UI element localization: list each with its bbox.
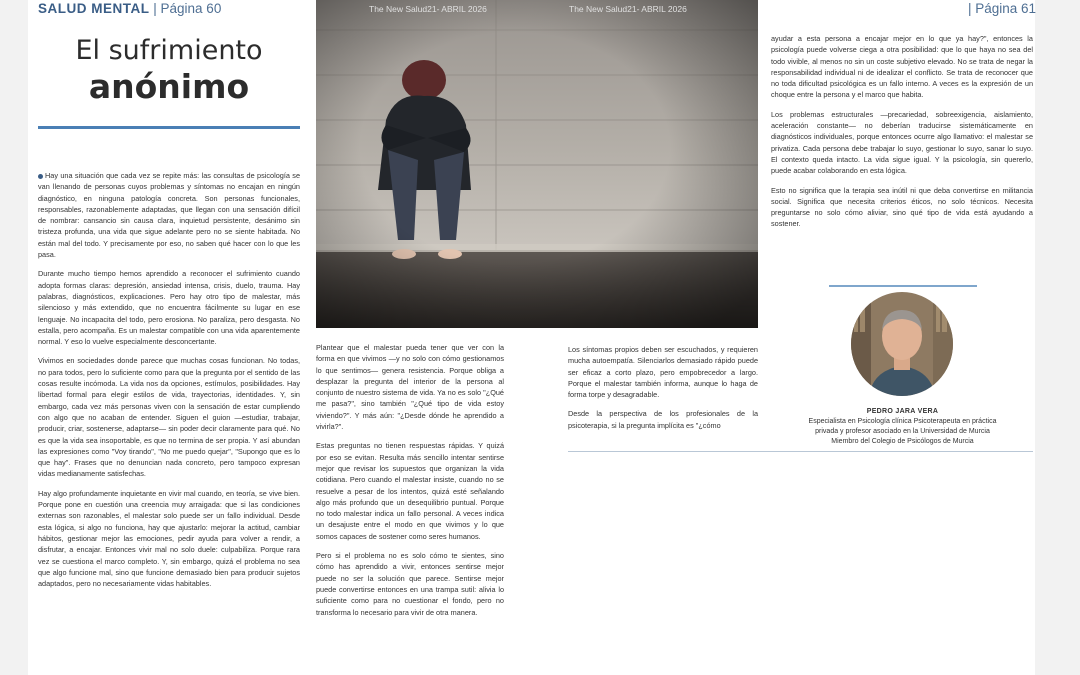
paragraph: Hay una situación que cada vez se repite más: las consultas de psicología se van llenando de personas cuyos problemas y síntomas no encajan en ningún diagnóstico, en ninguna patología concreta. Son personas funcionales, responsables, razonablemente adaptadas, que llegan con una sensación difícil de nombrar: cansancio sin causa clara, inquietud persistente, desánimo sin tristeza profunda, una vida que sigue adelante pero no se siente habitada. No están mal del todo. Y precisamente por eso, no saben qué hacer con lo que les pasa. xyxy=(38,171,300,260)
author-bio-line: privada y profesor asociado en la Universidad de Murcia xyxy=(815,428,990,435)
paragraph: Desde la perspectiva de los profesionales de la psicoterapia, si la pregunta implícita es "¿cómo xyxy=(568,409,758,430)
paragraph: Esto no significa que la terapia sea inútil ni que deba convertirse en militancia social. Significa que necesita criterios éticos, no solo técnicos. Necesita preguntarse no solo cómo aliviar, sino qué tipo de vida está ayudando a sostener. xyxy=(771,185,1033,229)
right-page-number: | Página 61 xyxy=(968,1,1037,16)
paragraph: Estas preguntas no tienen respuestas rápidas. Y quizá por eso se evitan. Resulta más sencillo intentar sentirse mejor que revisar los supuestos que organizan la vida cotidiana. Pero cuando el malestar insiste, cuando no se resuelve a pesar de los intentos, quizá esté señalando algo más profundo que un desequilibrio puntual. Porque no todo malestar indica un fallo personal. A veces indica un desajuste entre el modo en que vivimos y lo que somos capaces de sostener como seres humanos. xyxy=(316,441,504,541)
paragraph: Plantear que el malestar pueda tener que ver con la forma en que vivimos —y no solo con cómo gestionamos lo que sentimos— genera resistencia. Porque obliga a desplazar la pregunta del interior de la persona al conjunto de nuestro sistema de vida. Ya no es solo "¿Qué me pasa?", sino también "¿Qué tipo de vida estoy viviendo?". Y más aún: "¿Desde dónde he aprendido a vivirla?". xyxy=(316,343,504,432)
paragraph: Durante mucho tiempo hemos aprendido a reconocer el sufrimiento cuando adopta formas claras: depresión, ansiedad intensa, crisis, duelo, trauma. Hay palabras, diagnósticos, explicaciones. Pero hay otro tipo de malestar, más silencioso y más extendido, que no encuentra fácilmente su lugar en ese lenguaje. No incapacita del todo, pero erosiona. No paraliza, pero desgasta. No estalla, pero acompaña. Es un malestar compatible con una vida aparentemente normal. Y eso lo vuelve especialmente desconcertante. xyxy=(38,269,300,347)
paragraph: Vivimos en sociedades donde parece que muchas cosas funcionan. No todas, no para todos, pero lo suficiente como para que la pregunta por el sentido de las cosas resulte incómoda. La vida nos da opciones, estímulos, posibilidades. Hay libertad formal para elegir estilos de vida, trayectorias, identidades. Y, sin embargo, cada vez más personas viven con la sensación de estar cumpliendo con algo que no acaban de entender. Siguen el guion —estudiar, trabajar, producir, criar, sostenerse, adaptarse— sin poder decir claramente para qué. No es que la vida sea insoportable, es que no termina de ser propia. Y así abundan las expresiones como "Voy tirando", "No me puedo quejar", "Supongo que es lo que hay". Frases que no denuncian nada concreto, pero tampoco expresan vidas medianamente satisfechas. xyxy=(38,356,300,479)
left-page-header xyxy=(38,1,221,16)
article-photo xyxy=(316,0,758,328)
photo-caption-left: The New Salud21- ABRIL 2026 xyxy=(369,4,487,14)
paragraph: Hay algo profundamente inquietante en vivir mal cuando, en teoría, se vive bien. Porque pone en cuestión una creencia muy arraigada: que si las condiciones externas son razonables, el malestar solo puede ser un fallo individual. Desde esta lógica, si algo no funciona, hay que ajustarlo: mejorar la actitud, cambiar hábitos, gestionar mejor las emociones, pedir ayuda para volver a rendir, a disfrutar, a encajar. Entonces vivir mal no solo duele: culpabiliza. Porque rara vez se cuestiona el marco completo. Y, sin embargo, quizá el problema no sea que algo funcione mal, sino que funcione demasiado bien para producir sujetos adaptados, pero no necesariamente vidas habitables. xyxy=(38,488,300,589)
article-column-3 xyxy=(568,344,758,439)
author-portrait xyxy=(851,292,953,396)
author-bio-line: Especialista en Psicología clínica Psicoterapeuta en práctica xyxy=(808,418,997,425)
title-line-2: anónimo xyxy=(88,67,250,106)
article-title xyxy=(38,35,300,107)
paragraph: Pero si el problema no es solo cómo te sientes, sino cómo has aprendido a vivir, entonces sentirse mejor puede no ser la solución que parece. Sentirse mejor puede convertirse entonces en una trampa sutil: alivia lo suficiente como para no cuestionar el fondo, pero no transforma lo necesario para vivir de otra manera. xyxy=(316,551,504,617)
paragraph: Los problemas estructurales —precariedad, sobreexigencia, aislamiento, aceleración constante— no deberían traducirse sistemáticamente en diagnósticos individuales, porque entonces ocurre algo llamativo: el malestar se privatiza. Cada persona debe trabajar lo suyo, gestionar lo suyo, sanar lo suyo. El contexto queda intacto. La vida sigue igual. Y la psicología, sin quererlo, puede acabar colaborando en esta lógica. xyxy=(771,109,1033,176)
left-page-number: | Página 60 xyxy=(153,1,222,16)
paragraph: Los síntomas propios deben ser escuchados, y requieren mucha autoempatía. Silenciarlos demasiado rápido puede ser eficaz a corto plazo, pero empobrecedor a largo. Porque el malestar también informa, aunque lo haga de forma torpe y desagradable. xyxy=(568,345,758,400)
article-column-4 xyxy=(771,33,1033,238)
author-rule xyxy=(829,285,977,287)
author-bio-line: Miembro del Colegio de Psicólogos de Murcia xyxy=(831,438,974,445)
title-rule xyxy=(38,126,300,129)
paragraph: ayudar a esta persona a encajar mejor en lo que ya hay?", entonces la psicología puede volverse ciega a otra posibilidad: que lo que haya no sea del todo vivible, al menos no sin un coste subjetivo elevado. No se trata de negar la responsabilidad individual ni de idealizar el conflicto. Se trata de reconocer que no toda dificultad psicológica es un fallo interno. A veces es la expresión de un choque entre la persona y el marco que habita. xyxy=(771,34,1033,100)
photo-caption-right: The New Salud21- ABRIL 2026 xyxy=(569,4,687,14)
section-name: SALUD MENTAL xyxy=(38,1,150,16)
author-credit xyxy=(790,407,1015,447)
article-column-1 xyxy=(38,170,300,675)
title-line-1: El sufrimiento xyxy=(75,35,263,66)
sitting-person-image xyxy=(316,0,758,328)
column-divider xyxy=(568,451,1033,452)
author-name: PEDRO JARA VERA xyxy=(866,408,939,415)
bullet-icon xyxy=(38,174,43,179)
left-margin xyxy=(0,0,28,675)
author-photo-image xyxy=(851,292,953,396)
right-margin xyxy=(1035,0,1080,675)
article-column-2 xyxy=(316,342,504,675)
